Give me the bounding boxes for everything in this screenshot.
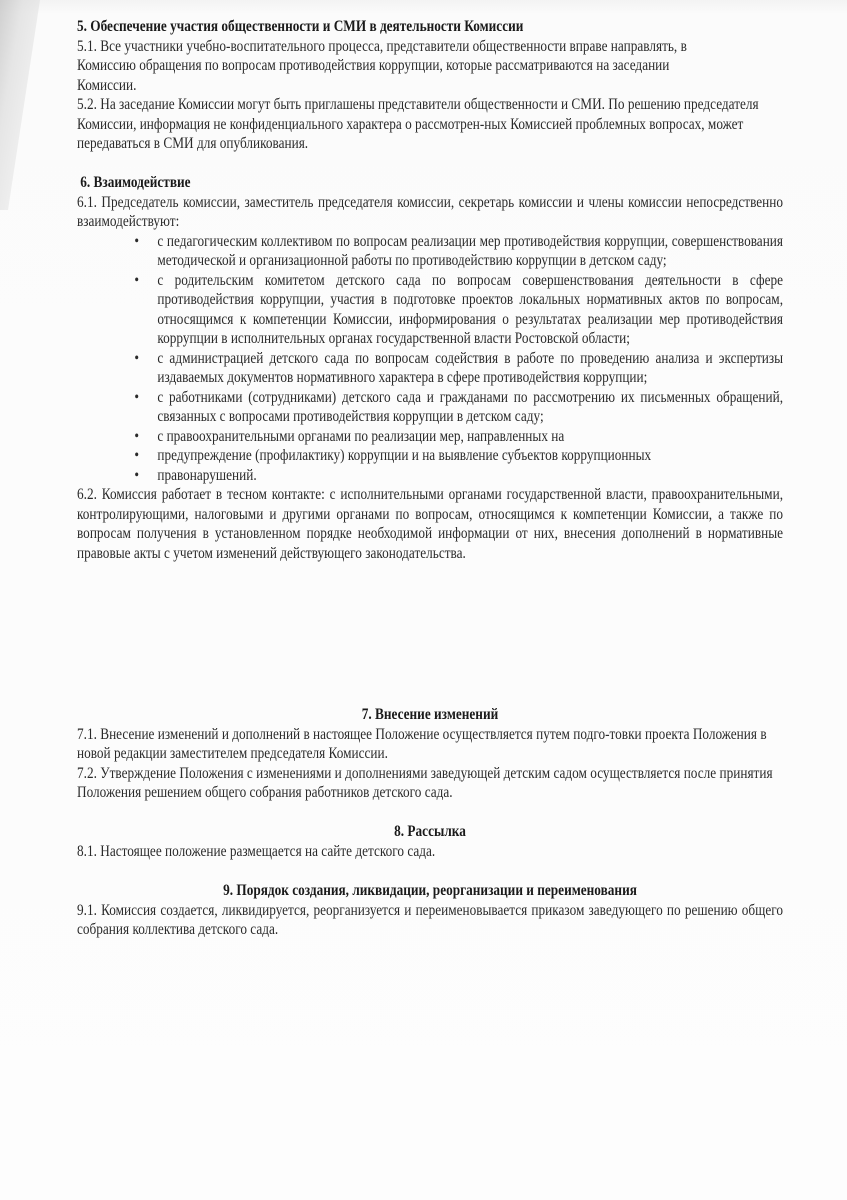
section-8-title: 8. Рассылка <box>394 822 466 840</box>
list-item: • с работниками (сотрудниками) детского сада и гражданами по рассмотрению их письменных обращений, связанных с вопросами противодействия коррупции в детском саду; <box>77 388 783 427</box>
section-6-title: 6. Взаимодействие <box>80 173 191 191</box>
list-item: • правонарушений. <box>77 466 783 486</box>
paragraph-9-1: 9.1. Комиссия создается, ликвидируется, реорганизуется и переименовывается приказом заведующего по решению общего собрания коллектива детского сада. <box>77 900 784 938</box>
section-5-title: 5. Обеспечение участия общественности и СМИ в деятельности Комиссии <box>77 17 524 35</box>
section-5 <box>77 17 783 154</box>
section-6 <box>77 173 783 563</box>
paragraph-7-1: 7.1. Внесение изменений и дополнений в настоящее Положение осуществляется путем подго-товки проекта Положения в новой редакции заместителем председателя Комиссии. <box>77 724 767 762</box>
paragraph-7-2: 7.2. Утверждение Положения с изменениями и дополнениями заведующей детским садом осуществляется после принятия Положения решением общего собрания работников детского сада. <box>77 763 773 801</box>
list-item: • с правоохранительными органами по реализации мер, направленных на <box>77 427 783 447</box>
list-item: • предупреждение (профилактику) коррупции и на выявление субъектов коррупционных <box>77 446 783 466</box>
section-9 <box>77 881 783 940</box>
paragraph-6-1: 6.1. Председатель комиссии, заместитель председателя комиссии, секретарь комиссии и члены комиссии непосредственно взаимодействуют: <box>77 192 784 230</box>
interaction-list <box>77 232 783 486</box>
section-7-title: 7. Внесение изменений <box>361 705 499 723</box>
section-8 <box>77 822 783 861</box>
scan-page-fold <box>0 0 40 210</box>
list-item: • с администрацией детского сада по вопросам содействия в работе по проведению анализа и экспертизы издаваемых документов нормативного характера в сфере противодействия коррупции; <box>77 349 783 388</box>
paragraph-5-2: 5.2. На заседание Комиссии могут быть приглашены представители общественности и СМИ. По решению председателя Комиссии, информация не конфиденциального характера о рассмотрен-ных Комиссией проблемных вопросах, может передаваться в СМИ для опубликования. <box>77 95 759 152</box>
section-7 <box>77 705 783 803</box>
paragraph-5-1: 5.1. Все участники учебно-воспитательного процесса, представители общественности вправе направлять, в Комиссию обращения по вопросам противодействия коррупции, которые рассматриваются на заседании Комиссии. <box>77 36 687 94</box>
paragraph-8-1: 8.1. Настоящее положение размещается на сайте детского сада. <box>77 841 436 860</box>
list-item: • с педагогическим коллективом по вопросам реализации мер противодействия коррупции, совершенствования методической и организационной работы по противодействию коррупции в детском саду; <box>77 232 783 271</box>
list-item: • с родительским комитетом детского сада по вопросам совершенствования деятельности в сфере противодействия коррупции, участия в подготовке проектов локальных нормативных актов по вопросам, относящимся к компетенции Комиссии, информирования о результатах реализации мер противодействия коррупции в исполнительных органах государственной власти Ростовской области; <box>77 271 783 349</box>
section-9-title: 9. Порядок создания, ликвидации, реорганизации и переименования <box>223 881 637 899</box>
paragraph-6-2: 6.2. Комиссия работает в тесном контакте: с исполнительными органами государственной власти, правоохранительными, контролирующими, налоговыми и другими органами по вопросам, относящимся к компетенции Комиссии, а также по вопросам получения в установленном порядке необходимой информации от них, внесения дополнений в нормативные правовые акты с учетом изменений действующего законодательства. <box>77 485 784 562</box>
